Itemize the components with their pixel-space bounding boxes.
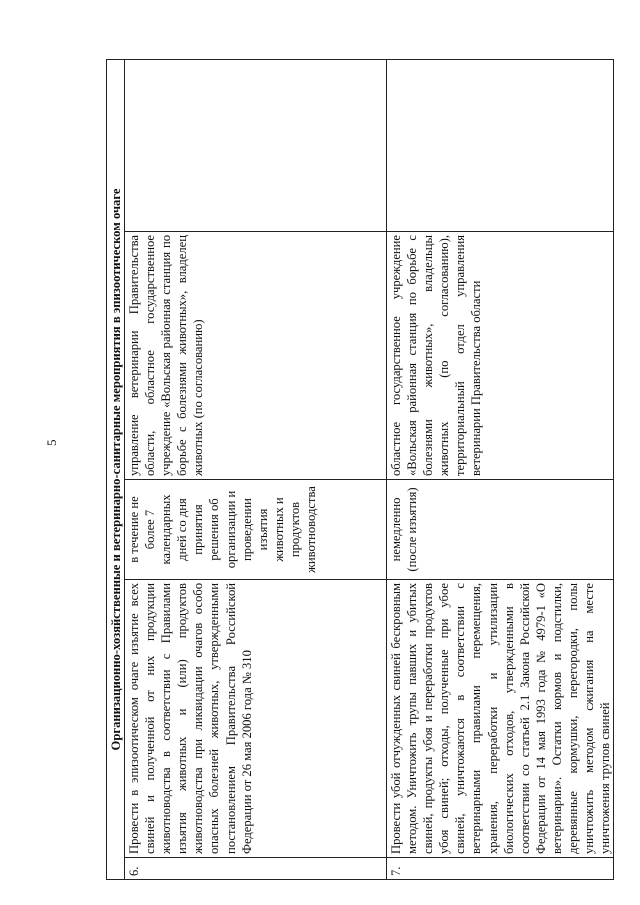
section-title: Организационно-хозяйственные и ветеринарно-санитарные мероприятия в эпизоотическом очаге xyxy=(107,59,125,879)
row-number: 7. xyxy=(387,858,614,880)
section-header-row xyxy=(107,59,125,879)
rotated-table-container xyxy=(106,60,613,880)
measures-table xyxy=(106,59,614,880)
table-row xyxy=(125,59,387,879)
row-number: 6. xyxy=(125,858,387,880)
row-empty-cell xyxy=(125,59,387,231)
row-empty-cell xyxy=(387,59,614,231)
row-description: Провести в эпизоотическом очаге изъятие всех свиней и полученной от них продукции животноводства в соответствии с Правилами изъятия животных и (или) продуктов животноводства при ликвидации очагов особо опасных болезней животных, утвержденными постановлением Правительства Российской Федерации от 26 мая 2006 года № 310 xyxy=(125,580,387,858)
page-number: 5 xyxy=(44,439,59,446)
row-executors: областное государственное учреждение «Вольская районная станция по борьбе с болезнями животных», владельцы животных (по согласованию), территориальный отдел управления ветеринарии Правительства области xyxy=(387,232,614,480)
table-row xyxy=(387,59,614,879)
row-term: в течение не более 7 календарных дней со дня принятия решения об организации и проведении изъятия животных и продуктов животноводства xyxy=(125,480,387,580)
row-description: Провести убой отчужденных свиней бескровным методом. Уничтожить трупы павших и убитых свиней, продукты убоя и переработки продуктов убоя свиней; отходы, полученные при убое свиней, уничтожаются в соответствии с ветеринарными правилами перемещения, хранения, переработки и утилизации биологических отходов, утвержденными в соответствии со статьей 2.1 Закона Российской Федерации от 14 мая 1993 года № 4979-1 «О ветеринарии». Остатки кормов и подстилки, деревянные кормушки, перегородки, полы уничтожить методом сжигания на месте уничтожения трупов свиней xyxy=(387,580,614,858)
row-executors: управление ветеринарии Правительства области, областное государственное учреждение «Вольская районная станция по борьбе с болезнями животных», владелец животных (по согласованию) xyxy=(125,232,387,480)
row-term: немедленно (после изъятия) xyxy=(387,480,614,580)
